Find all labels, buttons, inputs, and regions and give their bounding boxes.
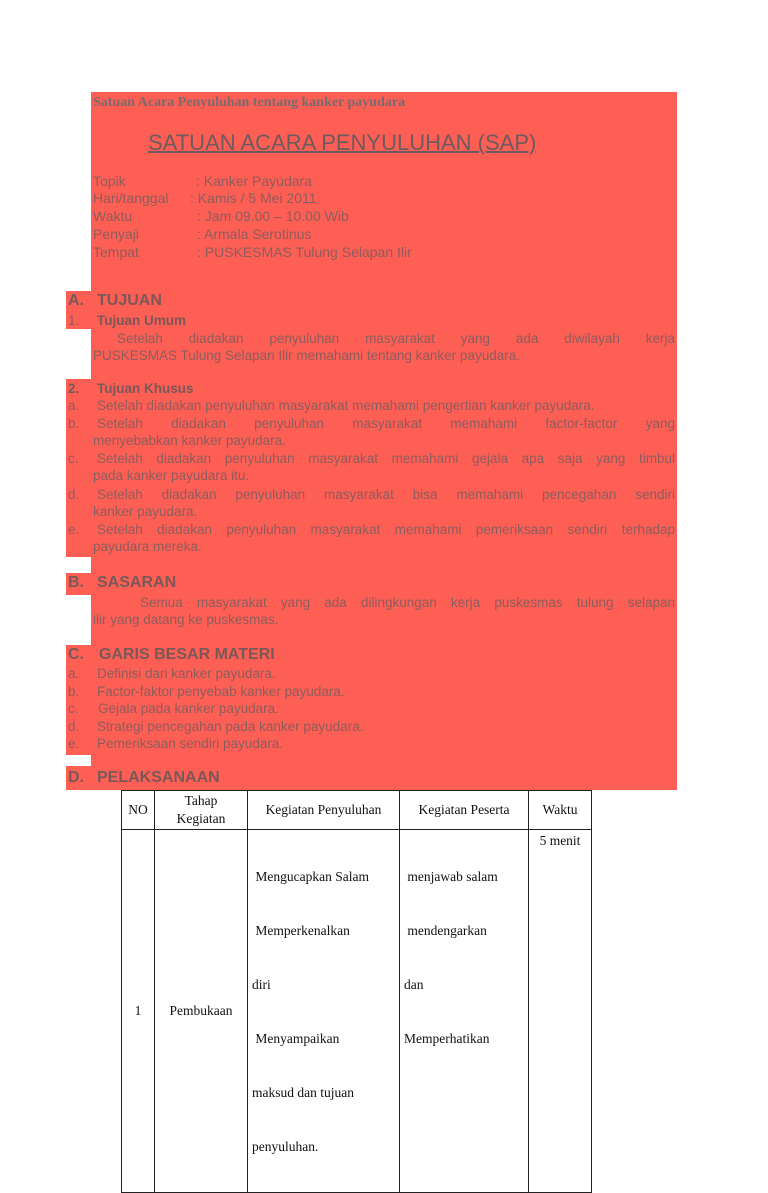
section-materi-marker: C. (68, 646, 84, 663)
penyuluhan-line: Menyampaikan (252, 1031, 340, 1046)
khusus-item-c-line2: pada kanker payudara itu. (93, 468, 250, 483)
tujuan-umum-text-line1: Setelah diadakan penyuluhan masyarakat yang ada diwilayah kerja (117, 331, 675, 346)
penyuluhan-line: diri (252, 977, 271, 992)
header-no: NO (122, 791, 155, 830)
peserta-line: menjawab salam (404, 869, 498, 884)
header-waktu: Waktu (529, 791, 592, 830)
sasaran-text-line2: ilir yang datang ke puskesmas. (93, 612, 279, 627)
document-header-line: Satuan Acara Penyuluhan tentang kanker payudara (93, 95, 406, 110)
field-penyaji-label: Penyaji (93, 226, 139, 242)
khusus-item-e-line2: payudara mereka. (93, 539, 202, 554)
tujuan-khusus-marker: 2. (68, 381, 80, 396)
materi-item-b-text: Factor-faktor penyebab kanker payudara. (97, 684, 345, 699)
materi-item-e-marker: e. (68, 736, 80, 751)
row-no: 1 (122, 830, 155, 1193)
row-waktu: 5 menit (529, 830, 592, 1193)
khusus-item-d-marker: d. (68, 487, 80, 502)
khusus-item-c-marker: c. (68, 451, 79, 466)
peserta-line: mendengarkan (404, 923, 487, 938)
materi-item-d-text: Strategi pencegahan pada kanker payudara. (97, 719, 364, 734)
materi-item-b-marker: b. (68, 684, 80, 699)
table-row (122, 830, 592, 1193)
field-penyaji-value: : Armala Serotinus (197, 226, 312, 242)
field-hari-value: : Kamis / 5 Mei 2011 (190, 190, 317, 206)
tujuan-khusus-heading: Tujuan Khusus (97, 381, 194, 396)
penyuluhan-line: penyuluhan. (252, 1139, 319, 1154)
field-tempat-label: Tempat (93, 244, 139, 260)
field-waktu-value: : Jam 09.00 – 10.00 Wib (197, 208, 349, 224)
khusus-item-d-line2: kanker payudara. (93, 504, 198, 519)
field-topik-label: Topik (93, 173, 126, 189)
header-kegiatan-penyuluhan: Kegiatan Penyuluhan (248, 791, 400, 830)
section-tujuan-heading: TUJUAN (97, 292, 162, 309)
header-tahap-line1: Tahap (184, 793, 218, 808)
peserta-line: dan (404, 977, 424, 992)
tujuan-umum-text-line2: PUSKESMAS Tulung Selapan Ilir memahami tentang kanker payudara. (93, 348, 520, 363)
penyuluhan-line: maksud dan tujuan (252, 1085, 354, 1100)
row-kegiatan-penyuluhan (248, 830, 400, 1193)
section-pelaksanaan-marker: D. (68, 769, 84, 786)
khusus-item-b-line1: Setelah diadakan penyuluhan masyarakat memahami factor-factor yang (97, 416, 675, 431)
field-waktu-label: Waktu (93, 208, 133, 224)
section-tujuan-marker: A. (68, 292, 84, 309)
header-kegiatan-peserta: Kegiatan Peserta (400, 791, 529, 830)
khusus-item-b-marker: b. (68, 416, 80, 431)
field-tempat-value: : PUSKESMAS Tulung Selapan Ilir (197, 244, 412, 260)
tujuan-umum-marker: 1. (68, 313, 80, 328)
sasaran-text-line1: Semua masyarakat yang ada dilingkungan kerja puskesmas tulung selapan (140, 595, 675, 610)
materi-item-e-text: Pemeriksaan sendiri payudara. (97, 736, 284, 751)
section-pelaksanaan-heading: PELAKSANAAN (97, 769, 220, 786)
document-title: SATUAN ACARA PENYULUHAN (SAP) (148, 130, 537, 155)
peserta-line: Memperhatikan (404, 1031, 490, 1046)
khusus-item-a-text: Setelah diadakan penyuluhan masyarakat memahami pengertian kanker payudara. (97, 398, 595, 413)
materi-item-a-text: Definisi dari kanker payudara. (97, 666, 276, 681)
materi-item-a-marker: a. (68, 666, 80, 681)
row-kegiatan-peserta (400, 830, 529, 1193)
khusus-item-a-marker: a. (68, 398, 80, 413)
khusus-item-b-line2: menyebabkan kanker payudara. (93, 433, 286, 448)
materi-item-c-marker: c. (68, 701, 79, 716)
row-tahap: Pembukaan (155, 830, 248, 1193)
header-tahap-line2: Kegiatan (176, 811, 226, 826)
section-sasaran-heading: SASARAN (97, 574, 177, 591)
khusus-item-e-line1: Setelah diadakan penyuluhan masyarakat memahami pemeriksaan sendiri terhadap (97, 522, 675, 537)
pelaksanaan-table (121, 790, 592, 1193)
table-header-row (122, 791, 592, 830)
field-hari-label: Hari/tanggal (93, 190, 169, 206)
section-sasaran-marker: B. (68, 574, 84, 591)
materi-item-d-marker: d. (68, 719, 80, 734)
penyuluhan-line: Mengucapkan Salam (252, 869, 369, 884)
khusus-item-e-marker: e. (68, 522, 80, 537)
khusus-item-c-line1: Setelah diadakan penyuluhan masyarakat memahami gejala apa saja yang timbul (97, 451, 675, 466)
field-topik-value: : Kanker Payudara (196, 173, 312, 189)
section-materi-heading: GARIS BESAR MATERI (99, 646, 275, 663)
header-tahap-kegiatan (155, 791, 248, 830)
materi-item-c-text: Gejala pada kanker payudara. (98, 701, 279, 716)
tujuan-umum-heading: Tujuan Umum (97, 313, 186, 328)
khusus-item-d-line1: Setelah diadakan penyuluhan masyarakat bisa memahami pencegahan sendiri (97, 487, 675, 502)
penyuluhan-line: Memperkenalkan (252, 923, 350, 938)
